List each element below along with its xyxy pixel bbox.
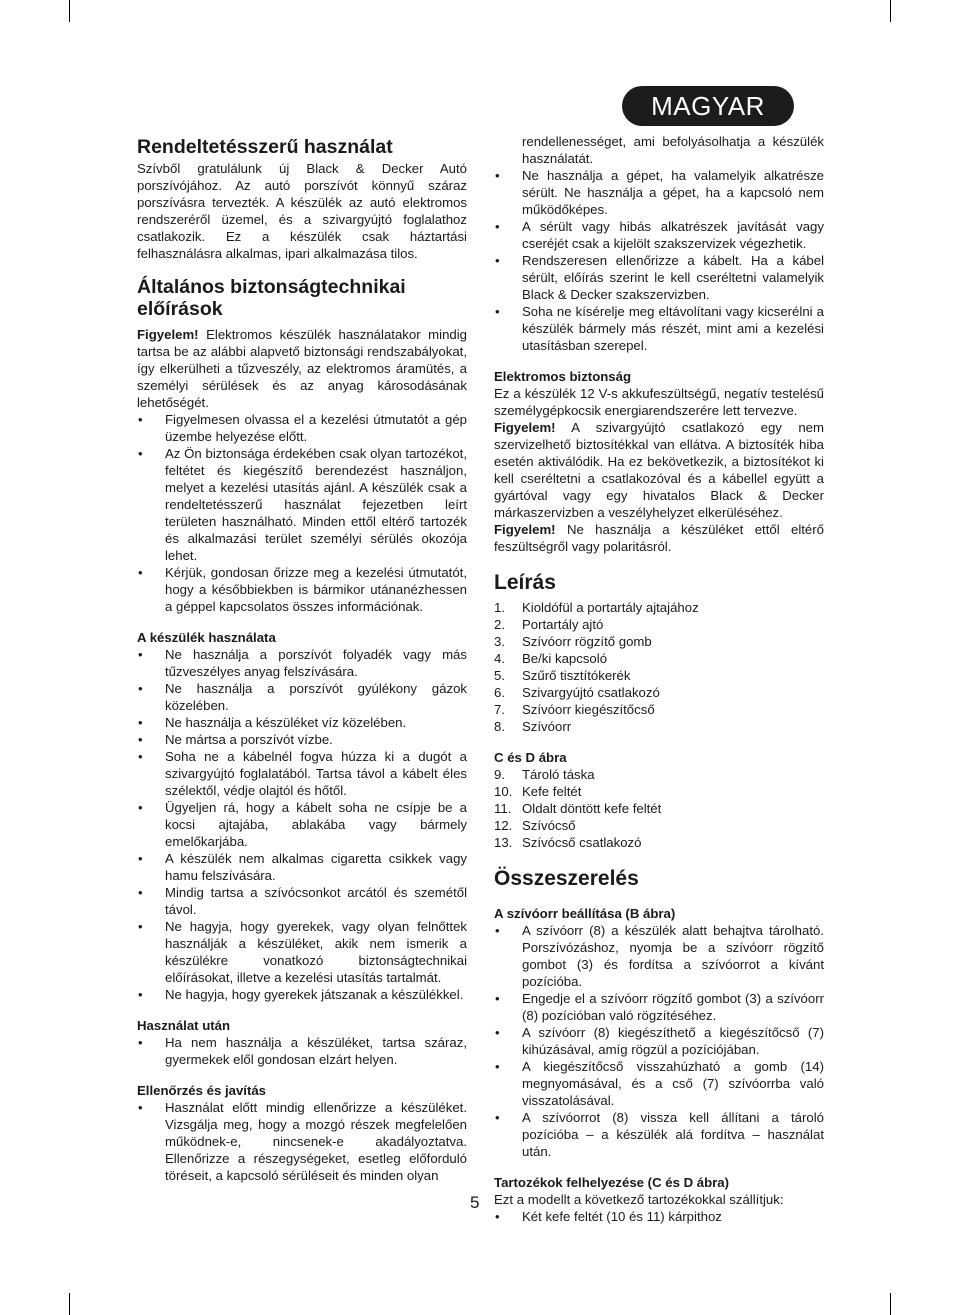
list-item: • Ne hagyja, hogy gyerekek, vagy olyan felnőttek használják a készüléket, akik nem ismerik a készülékre vonatkozó biztonságtechnikai előírásokat, illetve a kezelési utasítás tartalmát. [137,918,467,986]
crop-mark [890,0,891,22]
inspection-continued-list [494,167,824,354]
warning-label: Figyelem! [494,420,556,435]
list-item: • Két kefe feltét (10 és 11) kárpithoz [494,1208,824,1225]
figures-title: C és D ábra [494,750,567,765]
crop-mark [890,1293,891,1315]
warning-text: Elektromos készülék használatakor mindig tartsa be az alábbi alapvető biztonsági rendszabályokat, így elkerülheti a tűzveszély, az elektromos áramütés, a személyi sérülések és az anyag károsodásának lehetőségét. [137,327,467,410]
list-item: • Rendszeresen ellenőrizze a kábelt. Ha a kábel sérült, előírás szerint le kell cseréltetni valamelyik Black & Decker szakszervizben. [494,252,824,303]
list-item: • Ne használja a porszívót gyúlékony gázok közelében. [137,680,467,714]
list-item: • Az Ön biztonsága érdekében csak olyan tartozékot, feltétet és kiegészítő berendezést használjon, melyet a kezelési utasítás ajánl. A készülék csak a rendeltetésszerű használat fejezetben leírt területen használható. Minden ettől eltérő tartozék és alkalmazási terület személyi sérülés okozója lehet. [137,445,467,564]
accessories-text: Ezt a modellt a következő tartozékokkal szállítjuk: [494,1192,784,1207]
list-item: • Figyelmesen olvassa el a kezelési útmutatót a gép üzembe helyezése előtt. [137,411,467,445]
nozzle-title: A szívóorr beállítása (B ábra) [494,906,676,921]
inspection-list [137,1099,467,1184]
electrical-warning-1 [494,419,824,521]
left-column [137,132,467,1184]
inspection-title: Ellenőrzés és javítás [137,1083,267,1098]
warning-text: A szivargyújtó csatlakozó egy nem szervizelhető biztosítékkal van ellátva. A biztosíték hiba esetén aktiválódik. Ha ez bekövetkezik, a biztosítékot ki kell cseréltetni a csatlakozóval és a kábellel együtt a gyártóval vagy egy hivatalos Black & Decker márkaszervizben a veszélyhelyzet elkerüléséhez. [494,420,824,520]
list-item: 11. Oldalt döntött kefe feltét [494,801,662,816]
intended-use-text: Szívből gratulálunk új Black & Decker Autó porszívójához. Az autó porszívót könnyű száraz porszívásra tervezték. A készülék az autó elektromos rendszeréről üzemel, és a szivargyújtó foglalathoz csatlakozik. Ez a készülék csak háztartási felhasználásra alkalmas, ipari alkalmazása tilos. [137,161,467,261]
after-use-title: Használat után [137,1018,231,1033]
list-item: 3. Szívóorr rögzítő gomb [494,634,652,649]
safety-list [137,411,467,615]
list-item: 1. Kioldófül a portartály ajtajához [494,600,699,615]
inspection-continued-text: rendellenességet, ami befolyásolhatja a készülék használatát. [522,134,824,166]
safety-warning [137,326,467,411]
list-item: 13. Szívócső csatlakozó [494,835,642,850]
list-item: 7. Szívóorr kiegészítőcső [494,702,655,717]
electrical-warning-2 [494,521,824,555]
list-item: 2. Portartály ajtó [494,617,604,632]
nozzle-list [494,922,824,1160]
list-item: • A készülék nem alkalmas cigaretta csikkek vagy hamu felszívására. [137,850,467,884]
warning-label: Figyelem! [494,522,556,537]
list-item: 6. Szivargyújtó csatlakozó [494,685,660,700]
list-item: • A szívóorr (8) a készülék alatt behajtva tárolható. Porszívózáshoz, nyomja be a szívóorr rögzítő gombot (3) és fordítsa a szívóorrot a kívánt pozícióba. [494,922,824,990]
list-item: • Engedje el a szívóorr rögzítő gombot (3) a szívóorr (8) pozícióban való rögzítéséhez. [494,990,824,1024]
list-item: 12. Szívócső [494,818,576,833]
right-column [494,133,824,1225]
language-badge: MAGYAR [622,86,794,126]
list-item: • Ügyeljen rá, hogy a kábelt soha ne csípje be a kocsi ajtajába, ablakába vagy bármely emelőkarjába. [137,799,467,850]
list-item: • Használat előtt mindig ellenőrizze a készüléket. Vizsgálja meg, hogy a mozgó részek megfelelően működnek-e, nincsenek-e akadályoztatva. Ellenőrizze a részegységeket, esetleg előforduló töréseit, a kapcsoló sérüléseit és minden olyan [137,1099,467,1184]
crop-mark [69,0,70,22]
assembly-title: Összeszerelés [494,867,639,890]
list-item: • Kérjük, gondosan őrizze meg a kezelési útmutatót, hogy a későbbiekben is bármikor utánanézhessen a géppel kapcsolatos összes információnak. [137,564,467,615]
accessories-title: Tartozékok felhelyezése (C és D ábra) [494,1175,730,1190]
list-item: • Soha ne kísérelje meg eltávolítani vagy kicserélni a készülék bármely más részét, mint ami a kezelési utasításban szerepel. [494,303,824,354]
list-item: 8. Szívóorr [494,719,572,734]
list-item: • A sérült vagy hibás alkatrészek javítását vagy cseréjét csak a kijelölt szakszervizek végezhetik. [494,218,824,252]
list-item: • A kiegészítőcső visszahúzható a gomb (14) megnyomásával, és a cső (7) szívóorrba való visszatolásával. [494,1058,824,1109]
list-item: • Ne használja a gépet, ha valamelyik alkatrésze sérült. Ne használja a gépet, ha a kapcsoló nem működőképes. [494,167,824,218]
list-item: • Ha nem használja a készüléket, tartsa száraz, gyermekek elől gondosan elzárt helyen. [137,1034,467,1068]
electrical-text: Ez a készülék 12 V-s akkufeszültségű, negatív testelésű személygépkocsik energiarendszerére lett tervezve. [494,386,824,418]
list-item: • Ne hagyja, hogy gyerekek játszanak a készülékkel. [137,986,467,1003]
accessories-list [494,1208,824,1225]
figure-list [494,766,824,851]
list-item: • Ne mártsa a porszívót vízbe. [137,731,467,748]
electrical-title: Elektromos biztonság [494,369,632,384]
list-item: • A szívóorrot (8) vissza kell állítani a tároló pozícióba – a készülék alá fordítva – használat után. [494,1109,824,1160]
list-item: • Soha ne a kábelnél fogva húzza ki a dugót a szivargyújtó foglalatából. Tartsa távol a kábelt éles szélektől, védje olajtól és hőtől. [137,748,467,799]
intended-use-title: Rendeltetésszerű használat [137,136,393,158]
page-number: 5 [470,1193,480,1212]
warning-text: Ne használja a készüléket ettől eltérő feszültségről vagy polaritásról. [494,522,824,554]
list-item: • A szívóorr (8) kiegészíthető a kiegészítőcső (7) kihúzásával, amíg rögzül a pozíciójában. [494,1024,824,1058]
list-item: • Ne használja a készüléket víz közelében. [137,714,467,731]
list-item: • Ne használja a porszívót folyadék vagy más tűzveszélyes anyag felszívására. [137,646,467,680]
warning-label: Figyelem! [137,327,199,342]
crop-mark [69,1293,70,1315]
list-item: 5. Szűrő tisztítókerék [494,668,631,683]
description-title: Leírás [494,571,556,594]
safety-title: Általános biztonságtechnikai előírások [137,276,406,320]
usage-list [137,646,467,1003]
list-item: 4. Be/ki kapcsoló [494,651,608,666]
list-item: • Mindig tartsa a szívócsonkot arcától és szemétől távol. [137,884,467,918]
description-list [494,599,824,735]
list-item: 10. Kefe feltét [494,784,582,799]
usage-title: A készülék használata [137,630,276,645]
after-use-list [137,1034,467,1068]
list-item: 9. Tároló táska [494,767,595,782]
